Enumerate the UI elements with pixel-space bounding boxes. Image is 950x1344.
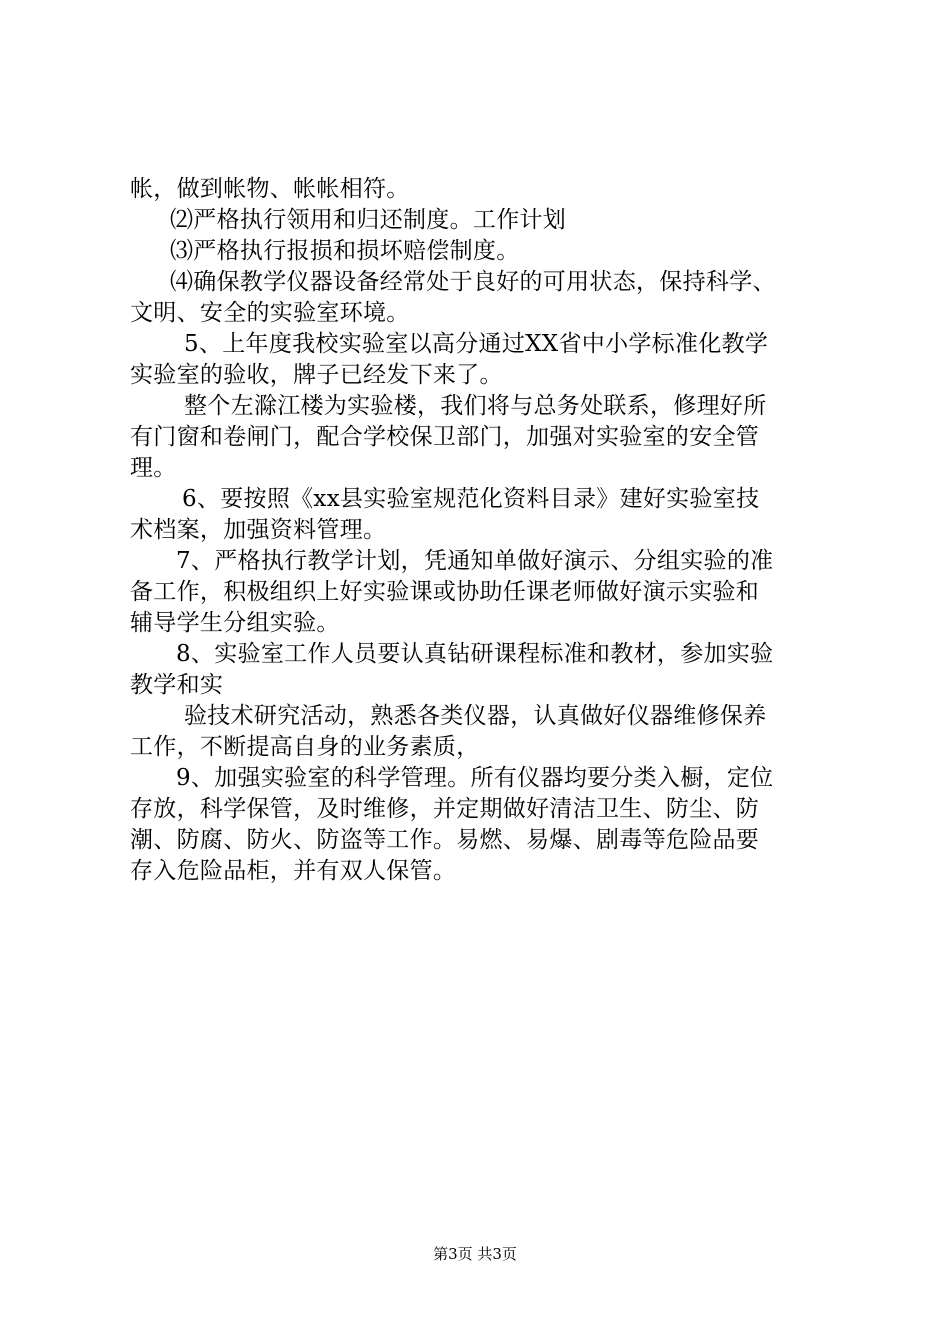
text-line: 存放，科学保管，及时维修，并定期做好清洁卫生、防尘、防 [130,796,760,822]
text-line: 理。 [130,455,177,481]
text-line: 8、实验室工作人员要认真钻研课程标准和教材，参加实验 [176,641,774,667]
text-line: 整个左滁江楼为实验楼，我们将与总务处联系，修理好所 [184,393,767,419]
text-line: 教学和实 [130,672,224,698]
page-footer [0,1244,950,1264]
text-line: 6、要按照《xx县实验室规范化资料目录》建好实验室技 [182,486,760,512]
text-line: ⑵严格执行领用和归还制度。工作计划 [170,207,567,233]
document-body [130,174,830,887]
text-line: ⑶严格执行报损和损坏赔偿制度。 [170,238,520,264]
text-line: 备工作，积极组织上好实验课或协助任课老师做好演示实验和 [130,579,760,605]
text-line: ⑷确保教学仪器设备经常处于良好的可用状态，保持科学、 [170,269,776,295]
text-line: 存入危险品柜，并有双人保管。 [130,858,457,884]
text-line: 帐，做到帐物、帐帐相符。 [130,176,410,202]
text-line: 有门窗和卷闸门，配合学校保卫部门，加强对实验室的安全管 [130,424,760,450]
text-line: 验技术研究活动，熟悉各类仪器，认真做好仪器维修保养 [184,703,767,729]
text-line: 7、严格执行教学计划，凭通知单做好演示、分组实验的准 [176,548,774,574]
text-line: 9、加强实验室的科学管理。所有仪器均要分类入橱，定位 [176,765,774,791]
text-line: 实验室的验收，牌子已经发下来了。 [130,362,503,388]
text-line: 术档案，加强资料管理。 [130,517,387,543]
text-line: 文明、安全的实验室环境。 [130,300,410,326]
text-line: 5、上年度我校实验室以高分通过XX省中小学标准化教学 [184,331,769,357]
text-line: 潮、防腐、防火、防盗等工作。易燃、易爆、剧毒等危险品要 [130,827,760,853]
page-number: 第3页 共3页 [433,1245,517,1263]
text-line: 工作，不断提高自身的业务素质， [130,734,480,760]
text-line: 辅导学生分组实验。 [130,610,340,636]
